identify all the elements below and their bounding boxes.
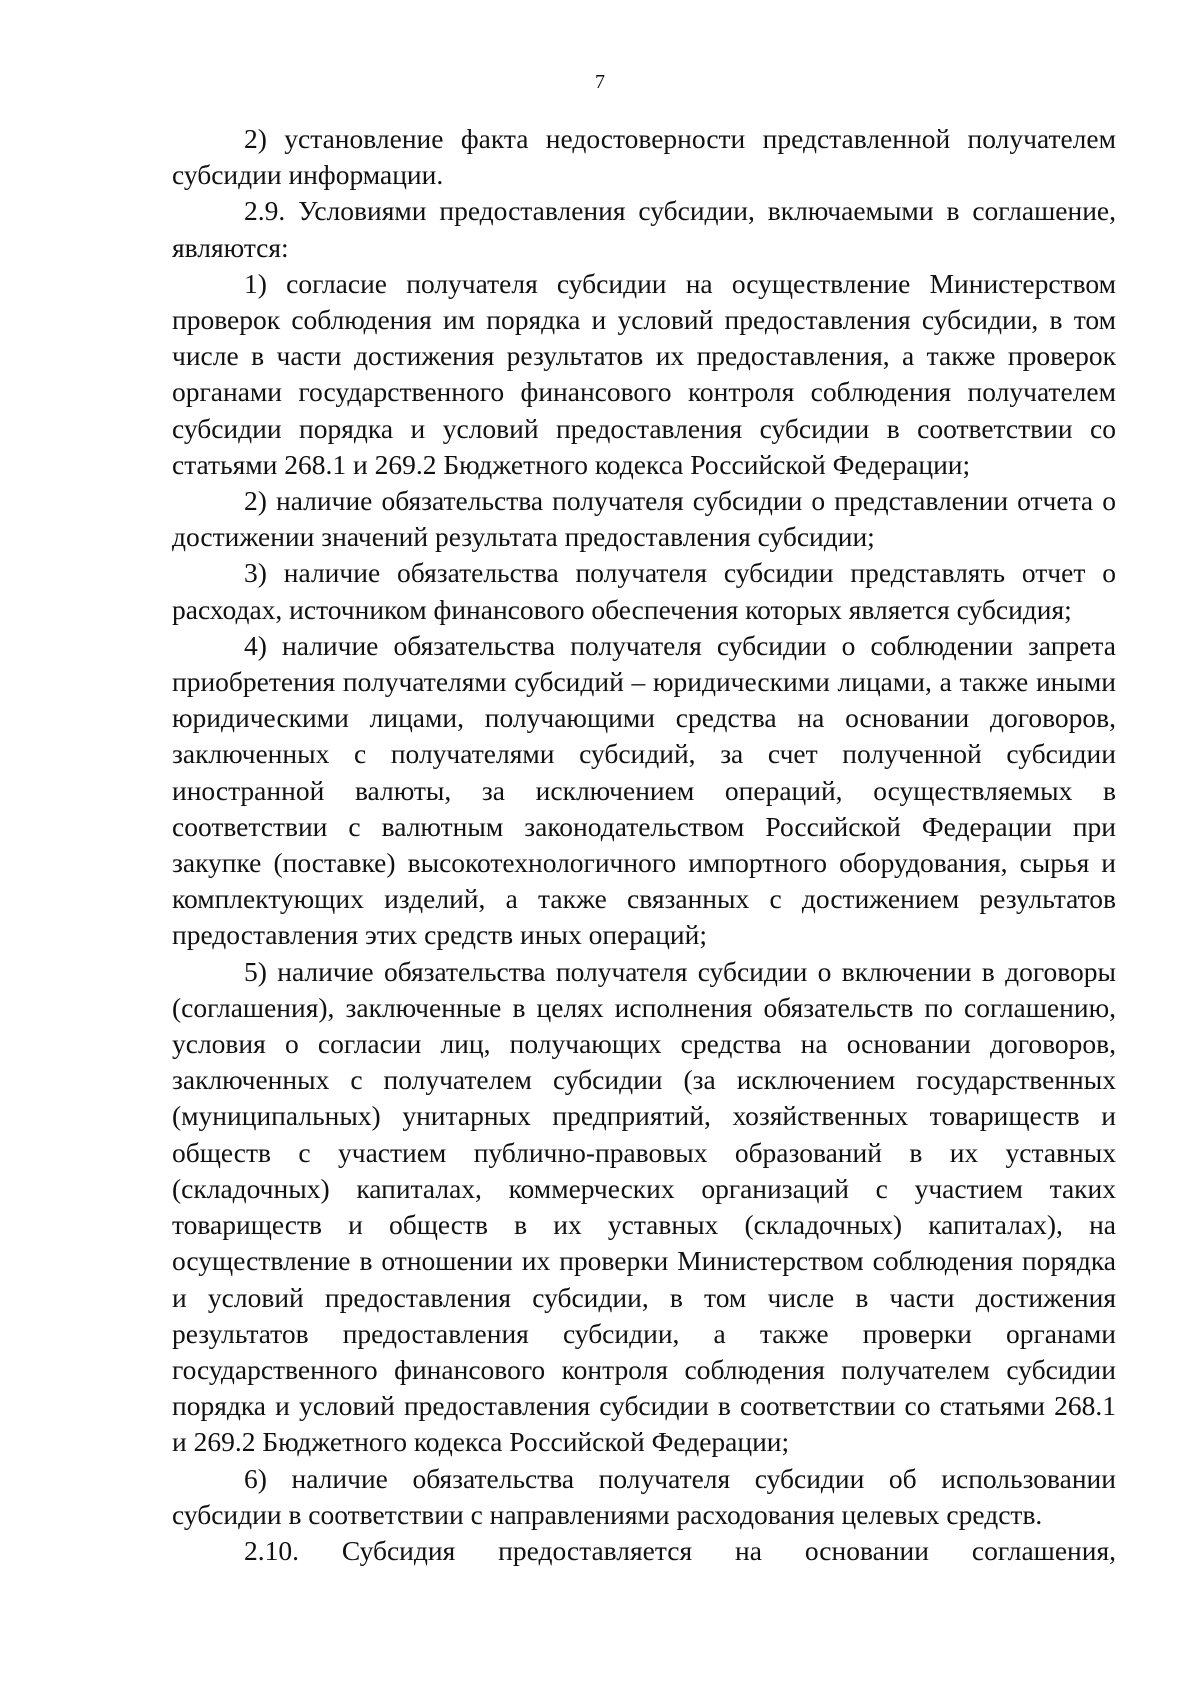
paragraph-condition-5: 5) наличие обязательства получателя субсидии о включении в договоры (соглашения), заключенные в целях исполнения обязательств по соглашению, условия о согласии лиц, получающих средства на основании договоров, заключенных с получателем субсидии (за исключением государственных (муниципальных) унитарных предприятий, хозяйственных товариществ и обществ с участием публично-правовых образований в их уставных (складочных) капиталах, коммерческих организаций с участием таких товариществ и обществ в их уставных (складочных) капиталах), на осуществление в отношении их проверки Министерством соблюдения порядка и условий предоставления субсидии, в том числе в части достижения результатов предоставления субсидии, а также проверки органами государственного финансового контроля соблюдения получателем субсидии порядка и условий предоставления субсидии в соответствии со статьями 268.1 и 269.2 Бюджетного кодекса Российской Федерации; (172, 955, 1116, 1458)
paragraph-condition-3: 3) наличие обязательства получателя субсидии представлять отчет о расходах, источником финансового обеспечения которых является субсидия; (172, 557, 1116, 625)
paragraph-condition-2: 2) наличие обязательства получателя субсидии о представлении отчета о достижении значений результата предоставления субсидии; (172, 485, 1116, 553)
document-body (172, 121, 1116, 1569)
paragraph-condition-1: 1) согласие получателя субсидии на осуществление Министерством проверок соблюдения им порядка и условий предоставления субсидии, в том числе в части достижения результатов их предоставления, а также проверок органами государственного финансового контроля соблюдения получателем субсидии порядка и условий предоставления субсидии в соответствии со статьями 268.1 и 269.2 Бюджетного кодекса Российской Федерации; (172, 267, 1116, 480)
paragraph-condition-4: 4) наличие обязательства получателя субсидии о соблюдении запрета приобретения получателями субсидий – юридическими лицами, а также иными юридическими лицами, получающими средства на основании договоров, заключенных с получателями субсидий, за счет полученной субсидии иностранной валюты, за исключением операций, осуществляемых в соответствии с валютным законодательством Российской Федерации при закупке (поставке) высокотехнологичного импортного оборудования, сырья и комплектующих изделий, а также связанных с достижением результатов предоставления этих средств иных операций; (172, 629, 1116, 951)
paragraph-2-10-subsidy: 2.10. Субсидия предоставляется на основании соглашения, (244, 1534, 1116, 1566)
paragraph-2-9-conditions: 2.9. Условиями предоставления субсидии, включаемыми в соглашение, являются: (172, 195, 1116, 263)
paragraph-condition-6: 6) наличие обязательства получателя субсидии об использовании субсидии в соответствии с направлениями расходования целевых средств. (172, 1462, 1116, 1530)
paragraph-item-2-fact: 2) установление факта недостоверности представленной получателем субсидии информации. (172, 123, 1116, 191)
page-number: 7 (595, 71, 605, 93)
